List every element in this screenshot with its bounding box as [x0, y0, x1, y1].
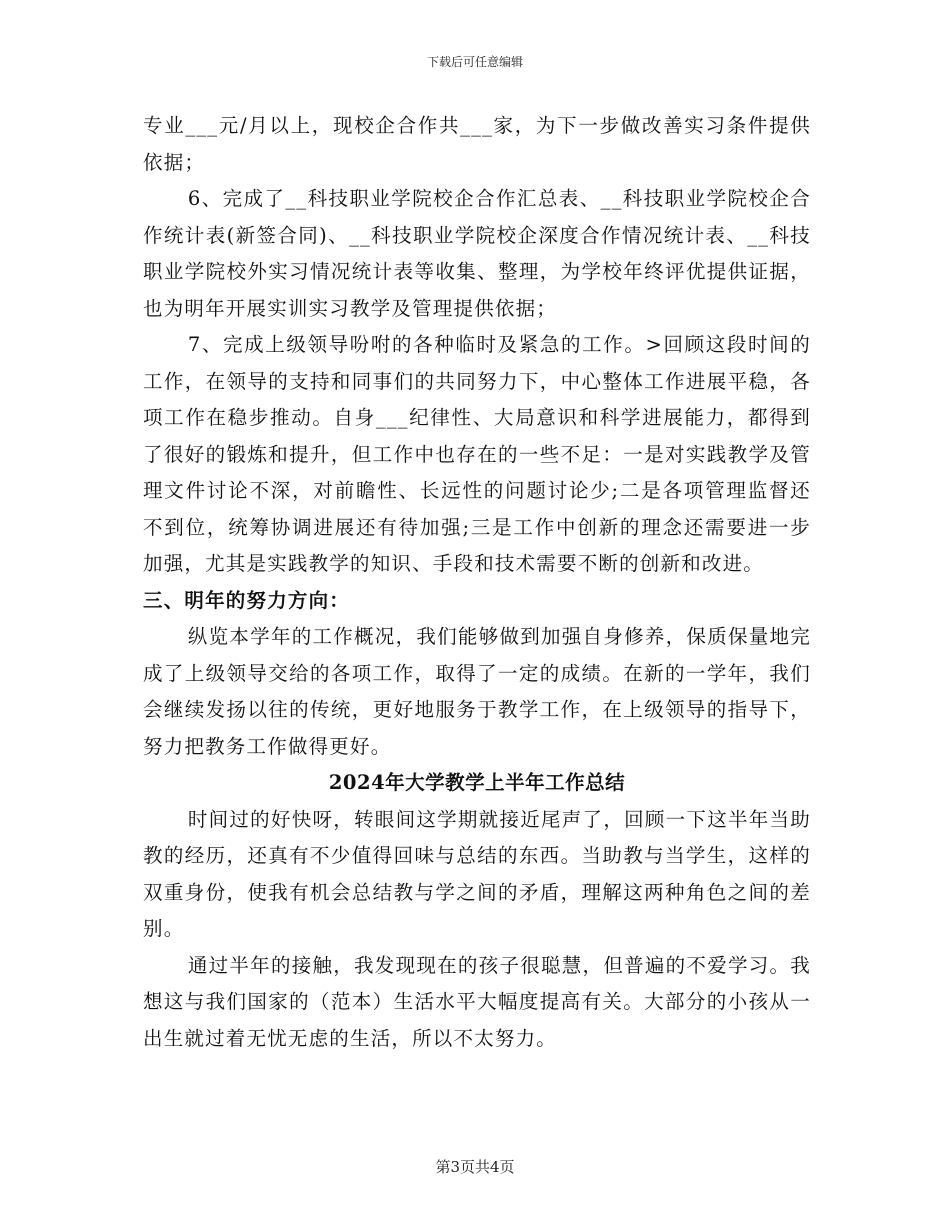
section-heading: 三、明年的努力方向：: [143, 588, 351, 612]
document-body: [143, 108, 811, 1057]
page-footer: 第3页共4页: [435, 1158, 515, 1176]
document-title: 2024年大学教学上半年工作总结: [328, 771, 626, 794]
paragraph-intro: 时间过的好快呀，转眼间这学期就接近尾声了，回顾一下这半年当助教的经历，还真有不少值得回味与总结的东西。当助教与当学生，这样的双重身份，使我有机会总结教与学之间的矛盾，理解这两种角色之间的差别。: [143, 807, 811, 940]
paragraph-item-6: 6、完成了__科技职业学院校企合作汇总表、__科技职业学院校企合作统计表(新签合同)、__科技职业学院校企深度合作情况统计表、__科技职业学院校外实习情况统计表等收集、整理，为学校年终评优提供证据，也为明年开展实训实习教学及管理提供依据；: [143, 187, 811, 320]
paragraph-item-7: 7、完成上级领导吩咐的各种临时及紧急的工作。>回顾这段时间的工作，在领导的支持和同事们的共同努力下，中心整体工作进展平稳，各项工作在稳步推动。自身___纪律性、大局意识和科学进展能力，都得到了很好的锻炼和提升，但工作中也存在的一些不足：一是对实践教学及管理文件讨论不深，对前瞻性、长远性的问题讨论少;二是各项管理监督还不到位，统筹协调进展还有待加强;三是工作中创新的理念还需要进一步加强，尤其是实践教学的知识、手段和技术需要不断的创新和改进。: [143, 333, 811, 575]
page-header: 下载后可任意编辑: [426, 55, 523, 69]
paragraph-outlook: 纵览本学年的工作概况，我们能够做到加强自身修养，保质保量地完成了上级领导交给的各项工作，取得了一定的成绩。在新的一学年，我们会继续发扬以往的传统，更好地服务于教学工作，在上级领导的指导下，努力把教务工作做得更好。: [143, 625, 811, 758]
paragraph-continuation: 专业___元/月以上，现校企合作共___家，为下一步做改善实习条件提供依据；: [143, 114, 811, 174]
paragraph-observation: 通过半年的接触，我发现现在的孩子很聪慧，但普遍的不爱学习。我想这与我们国家的（范本）生活水平大幅度提高有关。大部分的小孩从一出生就过着无忧无虑的生活，所以不太努力。: [143, 953, 811, 1050]
